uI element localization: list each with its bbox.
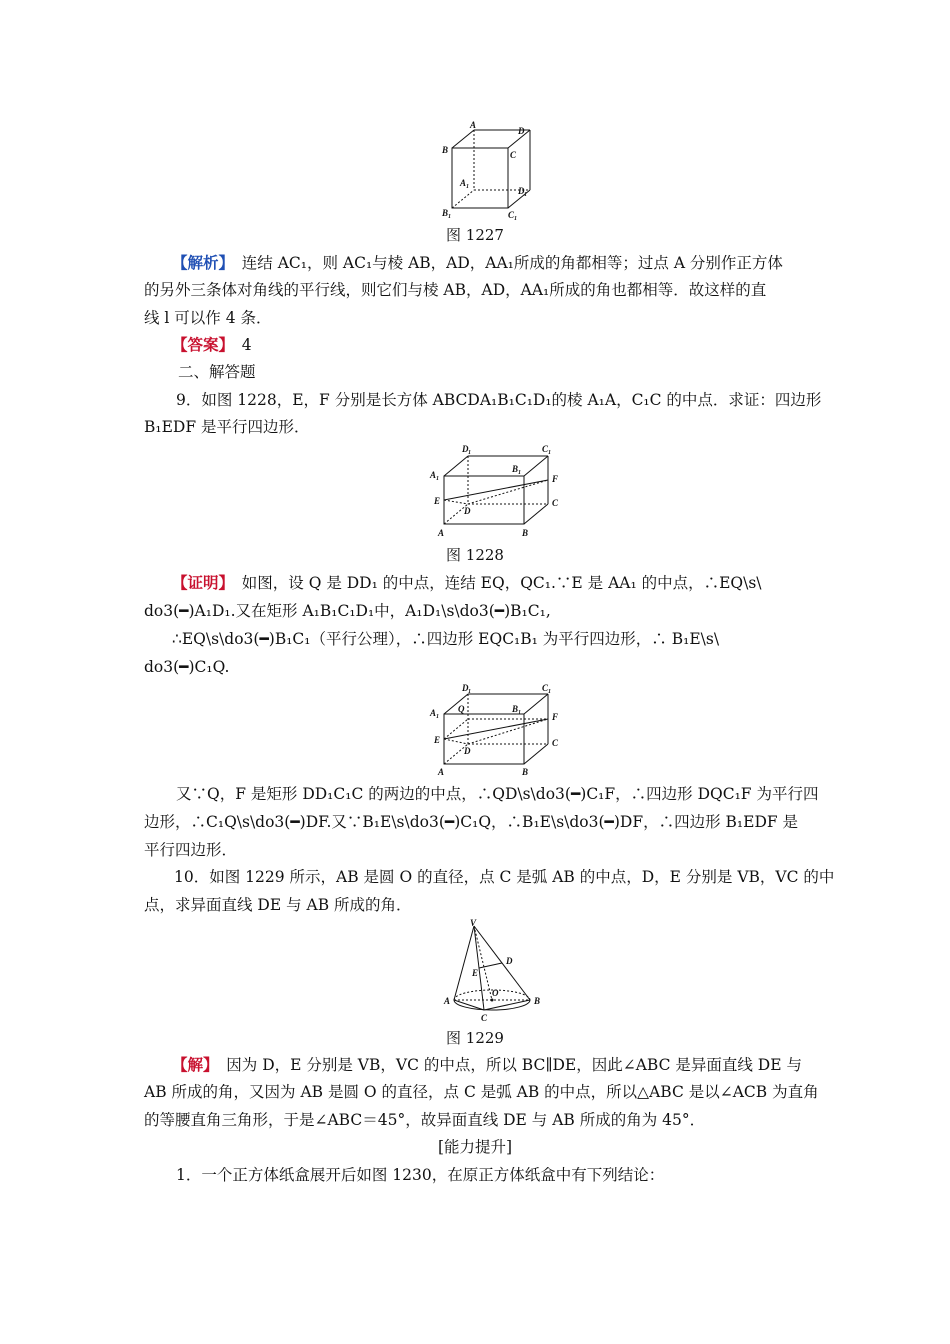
q1-line: 1．一个正方体纸盒展开后如图 1230，在原正方体纸盒中有下列结论：	[176, 1166, 665, 1184]
proof-tag: 【证明】	[172, 573, 227, 592]
label-B: B	[442, 145, 449, 155]
proof-text-1: 如图，设 Q 是 DD₁ 的中点，连结 EQ，QC₁.∵E 是 AA₁ 的中点，∴EQ\s\	[226, 574, 762, 592]
label-E: E	[434, 496, 441, 506]
label-D: D	[518, 126, 525, 136]
solution-text-1: 因为 D，E 分别是 VB，VC 的中点，所以 BC∥DE，因此∠ABC 是异面直线 DE 与	[210, 1056, 802, 1074]
label-A: A	[444, 996, 451, 1006]
label-F: F	[552, 712, 559, 722]
label-D1: D	[462, 444, 469, 454]
label-A: A	[438, 767, 445, 777]
proof2-line-1: 又∵Q，F 是矩形 DD₁C₁C 的两边的中点，∴QD\s\do3(━)C₁F，∴四边形 DQC₁F 为平行四	[176, 785, 819, 803]
label-D1: D	[462, 683, 469, 693]
label-B1-sub: 1	[448, 214, 451, 220]
label-A: A	[438, 528, 445, 538]
label-B: B	[534, 996, 541, 1006]
analysis-text-1: 连结 AC₁，则 AC₁与棱 AB，AD，AA₁所成的角都相等；过点 A 分别作正方体	[226, 254, 783, 272]
label-D1-sub: 1	[468, 450, 471, 456]
label-B: B	[522, 528, 529, 538]
figure-1228-caption: 图 1228	[446, 546, 504, 564]
label-B1: B	[512, 704, 519, 714]
label-D: D	[464, 746, 471, 756]
analysis-line-3: 线 l 可以作 4 条．	[144, 309, 272, 327]
label-C1-sub: 1	[548, 689, 551, 695]
analysis-tag: 【解析】	[172, 253, 227, 272]
label-C: C	[552, 498, 559, 508]
label-A1-sub: 1	[436, 476, 439, 482]
proof-line-2: do3(━)A₁D₁.又在矩形 A₁B₁C₁D₁中，A₁D₁\s\do3(━)B₁C₁,	[144, 602, 551, 620]
analysis-line-2: 的另外三条体对角线的平行线，则它们与棱 AB，AD，AA₁所成的角也都相等．故这样的直	[144, 281, 767, 299]
q9-line-1: 9．如图 1228，E，F 分别是长方体 ABCDA₁B₁C₁D₁的棱 A₁A，C₁C 的中点．求证：四边形	[176, 391, 822, 409]
label-A1-sub: 1	[436, 714, 439, 720]
label-D: D	[506, 956, 513, 966]
answer-tag: 【答案】	[172, 335, 227, 354]
label-E: E	[472, 968, 479, 978]
label-A1: A	[460, 178, 467, 188]
solution-line-3: 的等腰直角三角形，于是∠ABC＝45°，故异面直线 DE 与 AB 所成的角为 45°．	[144, 1111, 706, 1129]
label-B1: B	[512, 464, 519, 474]
figure-1227-cube	[436, 120, 526, 220]
answer-value: 4	[226, 336, 252, 354]
figure-1228-box	[428, 442, 568, 540]
analysis-line-1	[172, 253, 783, 273]
figure-1229-cone	[438, 918, 548, 1022]
label-B: B	[522, 767, 529, 777]
label-E: E	[434, 735, 441, 745]
q10-line-1: 10．如图 1229 所示，AB 是圆 O 的直径，点 C 是弧 AB 的中点，D，E 分别是 VB，VC 的中	[174, 868, 835, 886]
proof2-line-3: 平行四边形．	[144, 841, 238, 859]
proof-line-3: ∴EQ\s\do3(━)B₁C₁（平行公理），∴四边形 EQC₁B₁ 为平行四边形，∴ B₁E\s\	[172, 630, 720, 648]
label-C: C	[510, 150, 517, 160]
q10-line-2: 点，求异面直线 DE 与 AB 所成的角．	[144, 896, 412, 914]
figure-proof-box	[428, 682, 568, 778]
answer-line	[172, 335, 252, 355]
q9-line-2: B₁EDF 是平行四边形．	[144, 418, 310, 436]
label-B1-sub: 1	[518, 710, 521, 716]
label-C1: C	[542, 683, 549, 693]
label-C1: C	[508, 210, 515, 220]
figure-1227-caption: 图 1227	[446, 226, 504, 244]
label-V: V	[470, 918, 477, 928]
label-A1-sub: 1	[466, 184, 469, 190]
section-heading: 二、解答题	[178, 363, 256, 381]
label-Q: Q	[458, 704, 465, 714]
solution-line-2: AB 所成的角，又因为 AB 是圆 O 的直径，点 C 是弧 AB 的中点，所以△ABC 是以∠ACB 为直角	[144, 1083, 819, 1101]
label-D1-sub: 1	[468, 689, 471, 695]
label-D1-sub: 1	[524, 192, 527, 198]
figure-1229-caption: 图 1229	[446, 1029, 504, 1047]
proof-line-4: do3(━)C₁Q.	[144, 658, 230, 676]
label-A1: A	[430, 708, 437, 718]
label-C: C	[481, 1013, 488, 1023]
proof-line-1	[172, 573, 762, 593]
label-C: C	[552, 738, 559, 748]
proof2-line-2: 边形，∴C₁Q\s\do3(━)DF.又∵B₁E\s\do3(━)C₁Q，∴B₁E\s\do3(━)DF，∴四边形 B₁EDF 是	[144, 813, 799, 831]
label-B1-sub: 1	[518, 470, 521, 476]
solution-line-1	[172, 1055, 802, 1075]
label-O: O	[492, 988, 499, 998]
label-D: D	[464, 506, 471, 516]
label-A: A	[470, 120, 477, 130]
label-B1: B	[442, 208, 449, 218]
label-A1: A	[430, 470, 437, 480]
label-C1: C	[542, 444, 549, 454]
label-F: F	[552, 474, 559, 484]
solution-tag: 【解】	[172, 1055, 211, 1074]
label-C1-sub: 1	[514, 216, 517, 222]
label-C1-sub: 1	[548, 450, 551, 456]
ability-heading: [能力提升]	[437, 1138, 513, 1156]
label-D1: D	[518, 186, 525, 196]
